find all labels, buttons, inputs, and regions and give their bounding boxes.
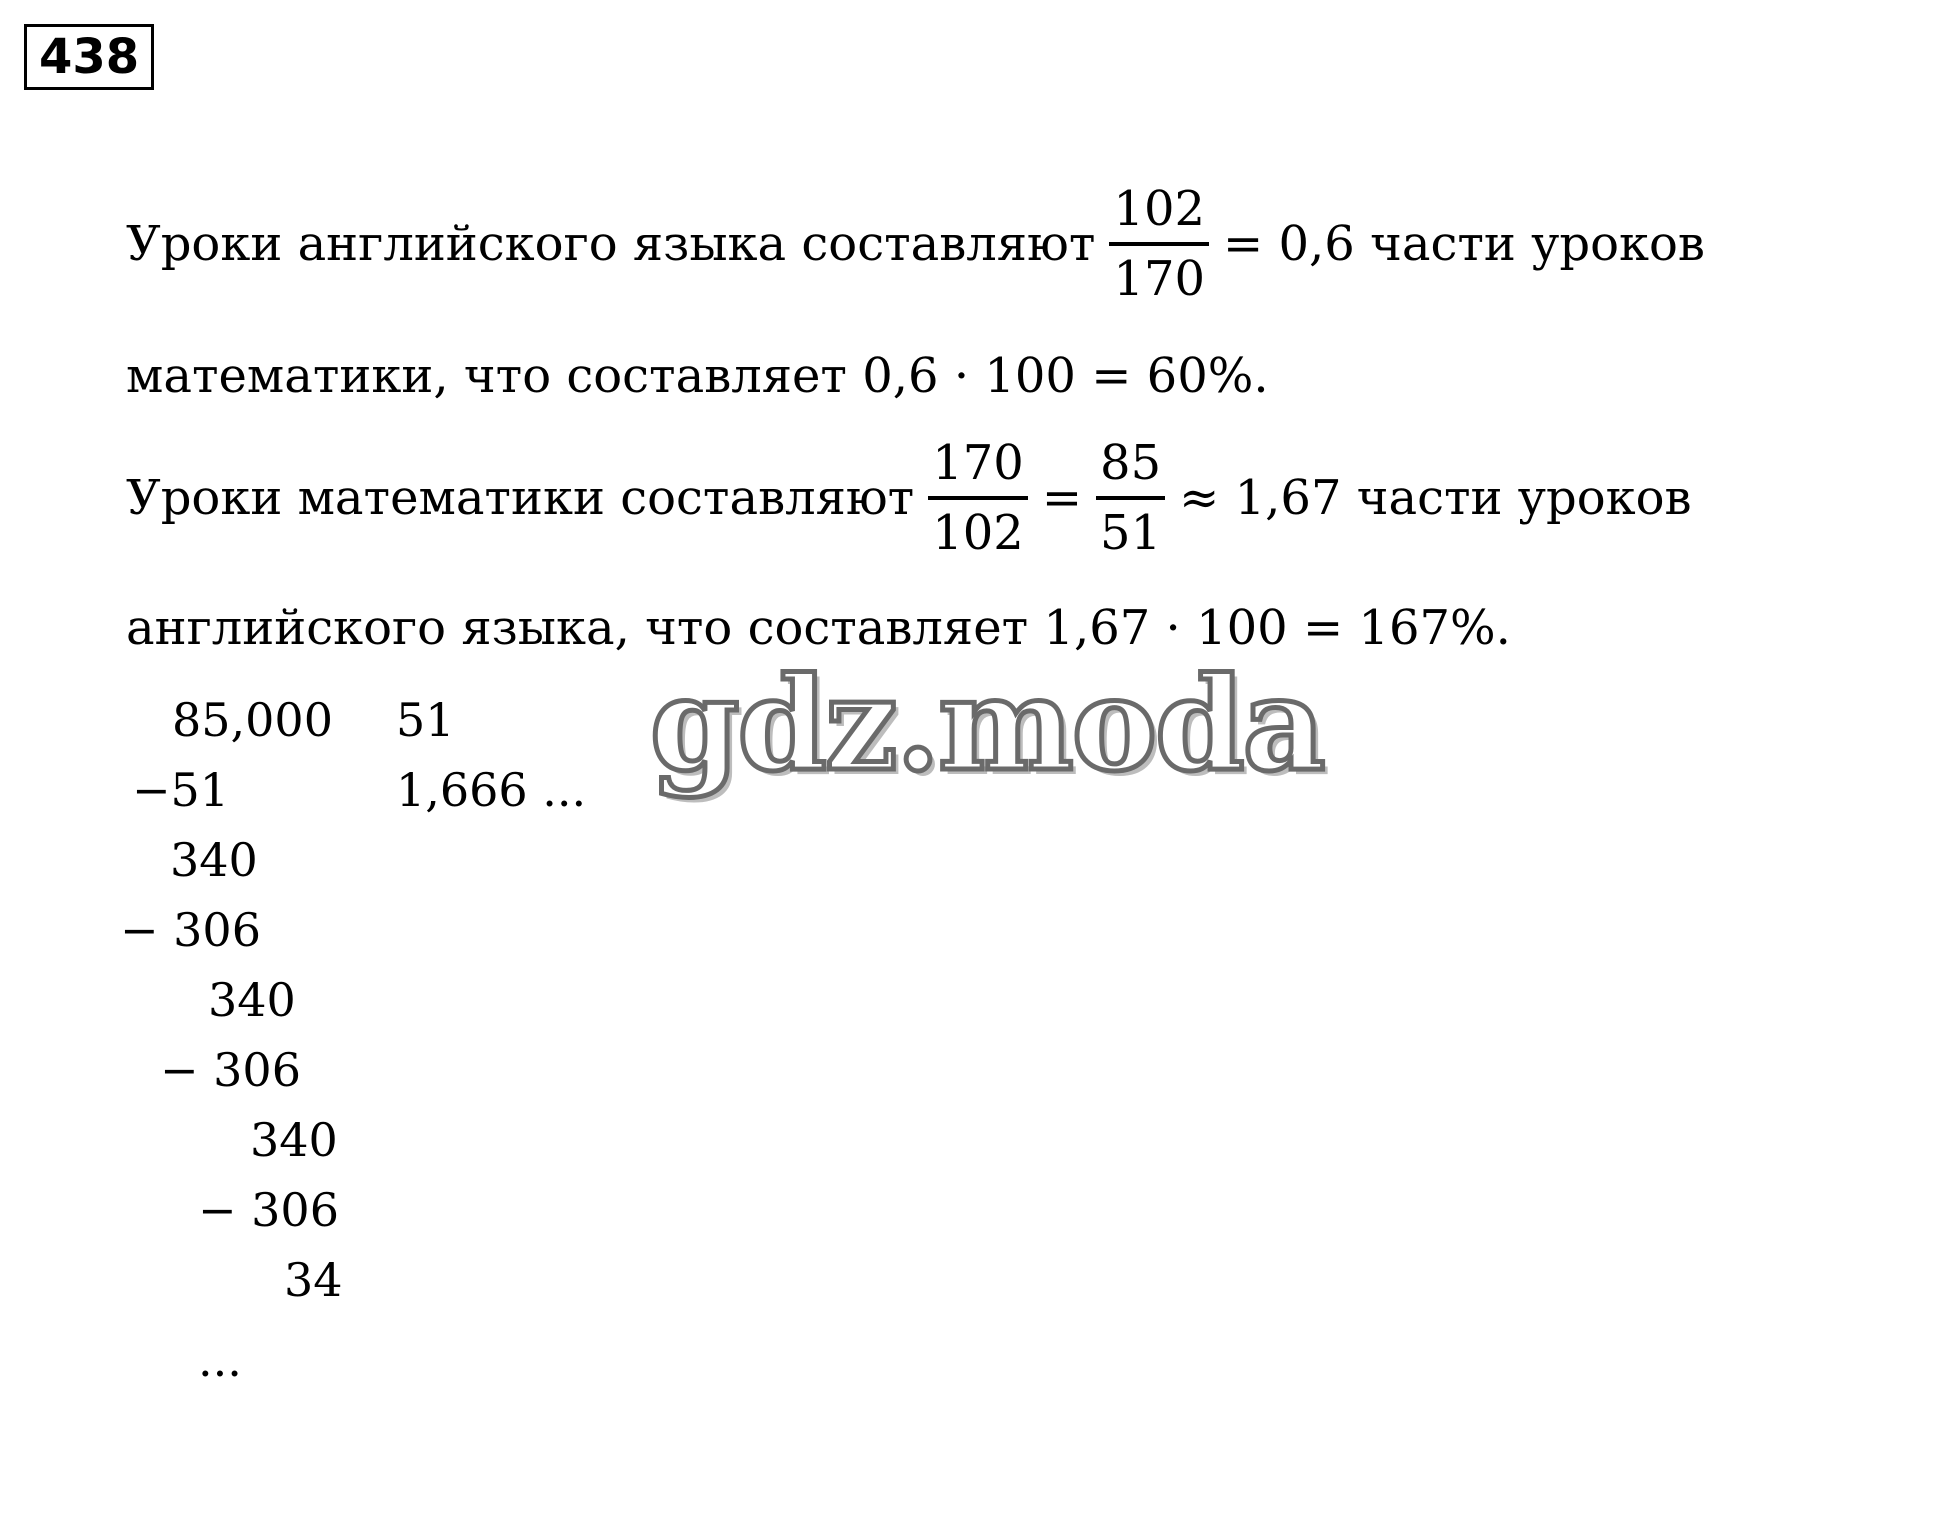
paragraph-2-text: Уроки математики составляют [126,470,915,526]
paragraph-2-line-1 [126,430,1692,566]
paragraph-2-conclusion: английского языка, что составляет 1,67 · 100 = 167%. [126,600,1511,656]
paragraph-1-result: = 0,6 части уроков [1223,216,1705,272]
division-step: 340 [208,973,296,1027]
quotient: 1,666 ... [396,763,587,817]
fraction-denominator: 102 [932,505,1024,561]
division-step: ... [198,1333,242,1387]
division-step: −51 [132,763,230,817]
fraction-85-51 [1096,430,1165,566]
division-step: 340 [170,833,258,887]
division-step: − 306 [198,1183,339,1237]
division-step: − 306 [160,1043,301,1097]
divisor: 51 [396,693,455,747]
fraction-numerator: 170 [932,435,1024,491]
paragraph-1-line-1 [126,176,1705,312]
paragraph-1-conclusion: математики, что составляет 0,6 · 100 = 60%. [126,348,1269,404]
fraction-numerator: 102 [1113,181,1206,237]
division-step: 34 [284,1253,343,1307]
paragraph-1-text: Уроки английского языка составляют [126,216,1096,272]
division-step: − 306 [120,903,261,957]
fraction-102-170 [1109,176,1209,312]
paragraph-2-result: ≈ 1,67 части уроков [1179,470,1692,526]
fraction-170-102 [928,430,1028,566]
fraction-denominator: 51 [1100,505,1162,561]
watermark-logo: gdz.moda [650,650,1324,800]
fraction-denominator: 170 [1113,251,1206,307]
fraction-numerator: 85 [1100,435,1162,491]
task-number: 438 [24,24,154,90]
division-step: 340 [250,1113,338,1167]
paragraph-1-line-2 [126,346,1269,406]
paragraph-2-line-2 [126,598,1511,658]
dividend: 85,000 [172,693,333,747]
equals-sign: = [1041,470,1083,526]
